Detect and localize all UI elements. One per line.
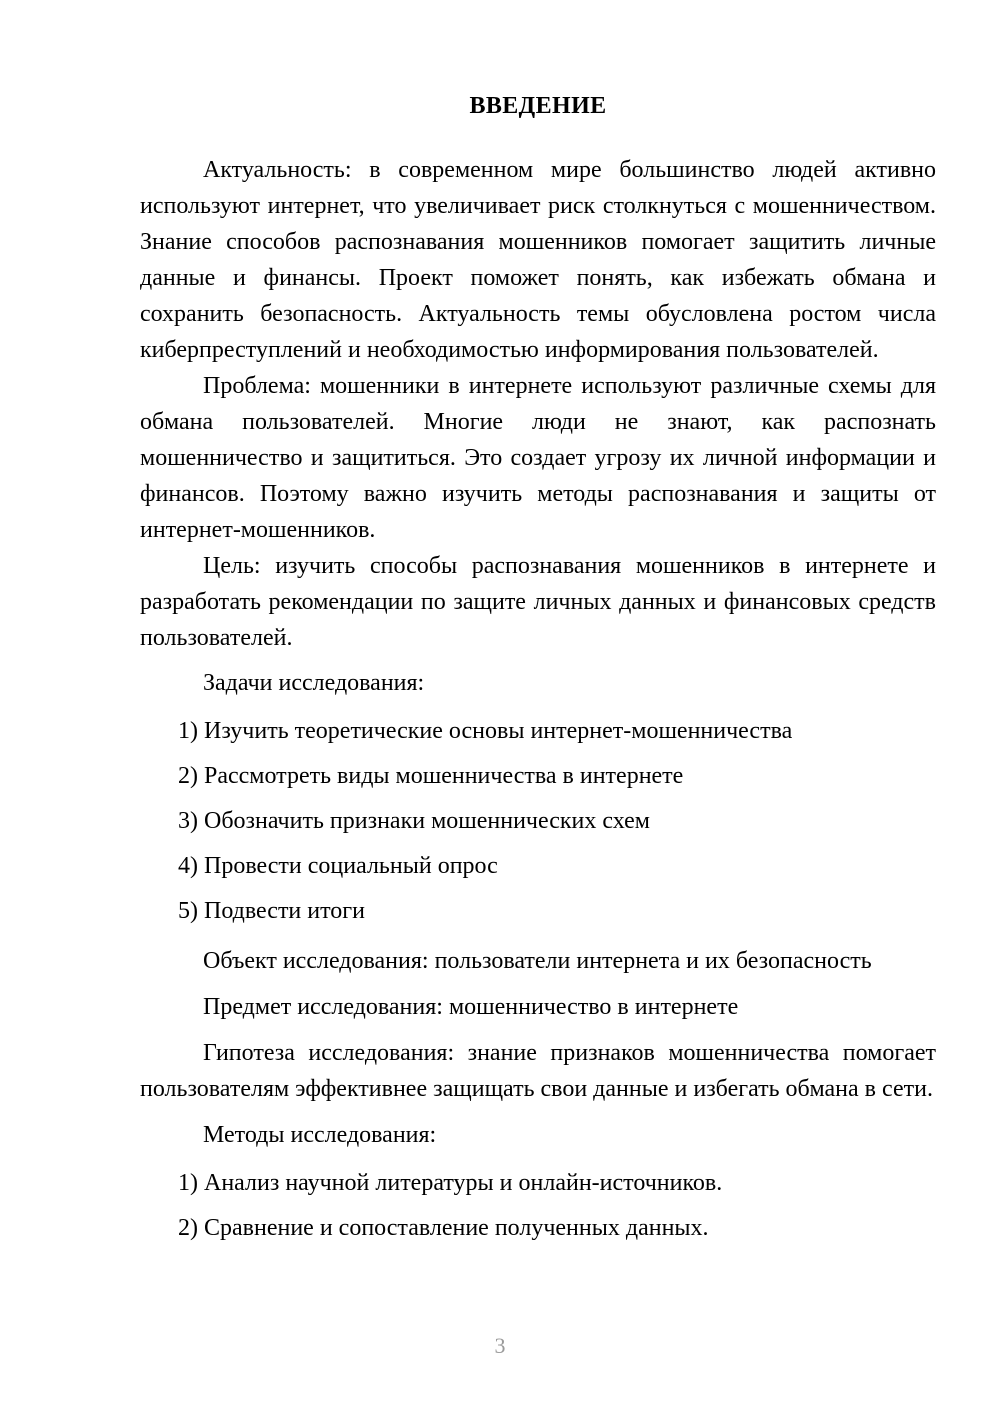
paragraph-problem: Проблема: мошенники в интернете используют различные схемы для обмана пользователей. Многие люди не знают, как распознать мошенничество и защититься. Это создает угрозу их личной информации и финансов. Поэтому важно изучить методы распознавания и защиты от интернет-мошенников. — [140, 373, 936, 543]
spacer — [140, 1025, 936, 1035]
page-number: 3 — [494, 1333, 506, 1358]
spacer — [140, 1107, 936, 1117]
tasks-list — [140, 713, 936, 929]
list-item: 2) Рассмотреть виды мошенничества в интернете — [178, 763, 684, 789]
paragraph-goal: Цель: изучить способы распознавания мошенников в интернете и разработать рекомендации по защите личных данных и финансовых средств пользователей. — [140, 553, 936, 651]
heading-methods: Методы исследования: — [203, 1122, 437, 1148]
page-title: ВВЕДЕНИЕ — [469, 93, 607, 119]
list-item: 1) Анализ научной литературы и онлайн-источников. — [178, 1170, 723, 1196]
paragraph-relevance: Актуальность: в современном мире большинство людей активно используют интернет, что увеличивает риск столкнуться с мошенничеством. Знание способов распознавания мошенников помогает защитить личные данные и финансы. Проект поможет понять, как избежать обмана и сохранить безопасность. Актуальность темы обусловлена ростом числа киберпреступлений и необходимостью информирования пользователей. — [140, 157, 936, 363]
list-item: 4) Провести социальный опрос — [178, 853, 498, 879]
list-item: 1) Изучить теоретические основы интернет-мошенничества — [178, 718, 793, 744]
spacer — [140, 1153, 936, 1165]
list-item: 2) Сравнение и сопоставление полученных данных. — [178, 1215, 709, 1241]
spacer — [140, 656, 936, 665]
list-item: 5) Подвести итоги — [178, 898, 365, 924]
heading-tasks: Задачи исследования: — [203, 670, 425, 696]
document-body — [140, 88, 936, 1246]
spacer — [140, 701, 936, 713]
paragraph-subject: Предмет исследования: мошенничество в интернете — [203, 994, 739, 1020]
spacer — [140, 979, 936, 989]
paragraph-hypothesis: Гипотеза исследования: знание признаков мошенничества помогает пользователям эффективнее защищать свои данные и избегать обмана в сети. — [140, 1040, 936, 1102]
paragraph-object: Объект исследования: пользователи интернета и их безопасность — [203, 948, 872, 974]
spacer — [140, 929, 936, 943]
list-item: 3) Обозначить признаки мошеннических схем — [178, 808, 650, 834]
methods-list — [140, 1165, 936, 1246]
